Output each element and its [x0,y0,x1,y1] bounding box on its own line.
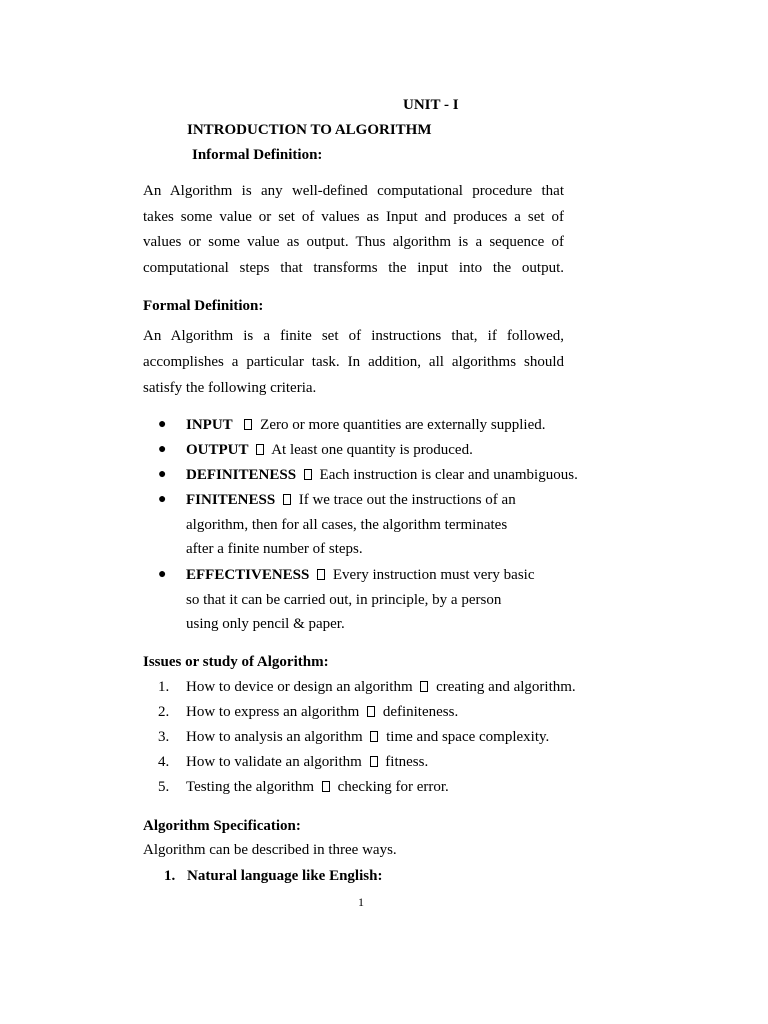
bullet-icon: ● [158,442,167,457]
arrow-placeholder-icon [283,494,291,505]
issue-text: How to validate an algorithm [186,754,362,770]
criteria-item [186,465,578,485]
informal-paragraph-line: takes some value or set of values as Input and produces a set of [143,209,564,225]
criteria-desc: At least one quantity is produced. [271,442,473,458]
page-number: 1 [358,895,364,909]
formal-paragraph-line: satisfy the following criteria. [143,380,317,396]
arrow-placeholder-icon [256,444,264,455]
bullet-icon: ● [158,467,167,482]
criteria-continuation: using only pencil & paper. [186,616,345,632]
criteria-term: EFFECTIVENESS [186,567,310,583]
issues-heading: Issues or study of Algorithm: [143,654,329,670]
informal-paragraph-line: An Algorithm is any well-defined computational procedure that [143,183,564,199]
informal-paragraph-line: computational steps that transforms the input into the output. [143,260,564,276]
spec-heading: Algorithm Specification: [143,818,301,834]
formal-paragraph-line: An Algorithm is a finite set of instructions that, if followed, [143,328,564,344]
arrow-placeholder-icon [370,756,378,767]
criteria-term: DEFINITENESS [186,467,297,483]
document-title: INTRODUCTION TO ALGORITHM [187,122,432,138]
bullet-icon: ● [158,492,167,507]
arrow-placeholder-icon [322,781,330,792]
criteria-item [186,440,473,460]
issue-item [186,727,549,747]
issue-item [186,752,428,772]
list-number: 2. [158,704,170,720]
criteria-desc: If we trace out the instructions of an [298,492,516,508]
criteria-term: OUTPUT [186,442,249,458]
issue-result: definiteness. [382,704,459,720]
formal-paragraph-line: accomplishes a particular task. In addition, all algorithms should [143,354,564,370]
arrow-placeholder-icon [304,469,312,480]
spec-item-number: 1. [164,868,176,884]
bullet-icon: ● [158,417,167,432]
formal-definition-heading: Formal Definition: [143,298,264,314]
criteria-continuation: after a finite number of steps. [186,541,363,557]
list-number: 4. [158,754,170,770]
criteria-term: INPUT [186,417,233,433]
issue-result: checking for error. [337,779,449,795]
arrow-placeholder-icon [367,706,375,717]
arrow-placeholder-icon [244,419,252,430]
issue-result: time and space complexity. [386,729,550,745]
arrow-placeholder-icon [370,731,378,742]
issue-text: How to analysis an algorithm [186,729,363,745]
issue-text: How to express an algorithm [186,704,360,720]
issue-result: creating and algorithm. [436,679,576,695]
issue-item [186,702,458,722]
criteria-desc: Zero or more quantities are externally supplied. [260,417,546,433]
list-number: 1. [158,679,170,695]
criteria-continuation: algorithm, then for all cases, the algorithm terminates [186,517,508,533]
spec-text: Algorithm can be described in three ways. [143,842,397,858]
informal-definition-heading: Informal Definition: [192,147,323,163]
bullet-icon: ● [158,567,167,582]
list-number: 5. [158,779,170,795]
criteria-item [186,415,546,435]
issue-result: fitness. [385,754,429,770]
criteria-term: FINITENESS [186,492,276,508]
issue-text: How to device or design an algorithm [186,679,413,695]
list-number: 3. [158,729,170,745]
informal-paragraph-line: values or some value as output. Thus algorithm is a sequence of [143,234,564,250]
issue-item [186,777,449,797]
spec-item-text: Natural language like English: [187,868,383,884]
criteria-continuation: so that it can be carried out, in principle, by a person [186,592,502,608]
criteria-item [186,490,516,510]
issue-item [186,677,576,697]
criteria-desc: Every instruction must very basic [332,567,535,583]
arrow-placeholder-icon [420,681,428,692]
arrow-placeholder-icon [317,569,325,580]
criteria-desc: Each instruction is clear and unambiguous. [319,467,578,483]
issue-text: Testing the algorithm [186,779,315,795]
unit-label: UNIT - I [403,97,459,113]
criteria-item [186,565,535,585]
